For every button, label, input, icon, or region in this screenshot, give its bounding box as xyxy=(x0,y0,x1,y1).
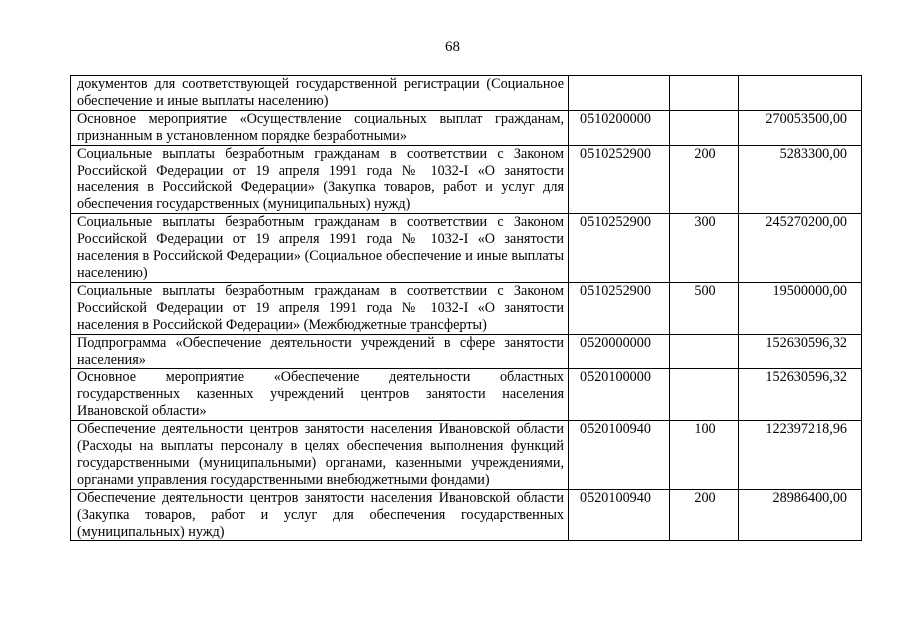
table-row xyxy=(71,110,862,145)
row-expense-type-cell xyxy=(670,76,739,111)
row-sum-cell: 122397218,96 xyxy=(739,421,862,490)
row-sum-cell: 270053500,00 xyxy=(739,110,862,145)
row-name-cell: Обеспечение деятельности центров занятости населения Ивановской области (Закупка товаров, работ и услуг для обеспечения государственных (муниципальных) нужд) xyxy=(71,489,569,541)
table-row xyxy=(71,369,862,421)
table-row xyxy=(71,334,862,369)
row-sum-cell: 5283300,00 xyxy=(739,145,862,214)
row-expense-type-cell xyxy=(670,369,739,421)
row-sum-cell xyxy=(739,76,862,111)
table-row xyxy=(71,214,862,283)
row-expense-type-cell: 100 xyxy=(670,421,739,490)
row-code-cell xyxy=(569,76,670,111)
row-expense-type-cell: 200 xyxy=(670,145,739,214)
row-name-cell: документов для соответствующей государственной регистрации (Социальное обеспечение и иные выплаты населению) xyxy=(71,76,569,111)
row-code-cell: 0520000000 xyxy=(569,334,670,369)
row-expense-type-cell xyxy=(670,334,739,369)
row-expense-type-cell: 200 xyxy=(670,489,739,541)
table-row xyxy=(71,145,862,214)
budget-table xyxy=(70,75,862,541)
table-row xyxy=(71,489,862,541)
row-code-cell: 0510252900 xyxy=(569,214,670,283)
row-name-cell: Социальные выплаты безработным гражданам в соответствии с Законом Российской Федерации от 19 апреля 1991 года № 1032-I «О занятости населения в Российской Федерации» (Социальное обеспечение и иные выплаты населению) xyxy=(71,214,569,283)
row-name-cell: Социальные выплаты безработным гражданам в соответствии с Законом Российской Федерации от 19 апреля 1991 года № 1032-I «О занятости населения в Российской Федерации» (Межбюджетные трансферты) xyxy=(71,282,569,334)
row-expense-type-cell xyxy=(670,110,739,145)
row-code-cell: 0520100940 xyxy=(569,421,670,490)
row-name-cell: Социальные выплаты безработным гражданам в соответствии с Законом Российской Федерации от 19 апреля 1991 года № 1032-I «О занятости населения в Российской Федерации» (Закупка товаров, работ и услуг для обеспечения государственных (муниципальных) нужд) xyxy=(71,145,569,214)
row-sum-cell: 19500000,00 xyxy=(739,282,862,334)
row-code-cell: 0520100940 xyxy=(569,489,670,541)
page-number: 68 xyxy=(445,39,460,55)
row-name-cell: Обеспечение деятельности центров занятости населения Ивановской области (Расходы на выплаты персоналу в целях обеспечения выполнения функций государственными (муниципальными) органами, казенными учреждениями, органами управления государственными внебюджетными фондами) xyxy=(71,421,569,490)
row-code-cell: 0510200000 xyxy=(569,110,670,145)
row-code-cell: 0510252900 xyxy=(569,282,670,334)
row-sum-cell: 28986400,00 xyxy=(739,489,862,541)
row-name-cell: Подпрограмма «Обеспечение деятельности учреждений в сфере занятости населения» xyxy=(71,334,569,369)
row-code-cell: 0510252900 xyxy=(569,145,670,214)
row-sum-cell: 152630596,32 xyxy=(739,334,862,369)
row-name-cell: Основное мероприятие «Осуществление социальных выплат гражданам, признанным в установленном порядке безработными» xyxy=(71,110,569,145)
table-row xyxy=(71,282,862,334)
row-code-cell: 0520100000 xyxy=(569,369,670,421)
row-sum-cell: 152630596,32 xyxy=(739,369,862,421)
table-row xyxy=(71,76,862,111)
row-name-cell: Основное мероприятие «Обеспечение деятельности областных государственных казенных учреждений центров занятости населения Ивановской области» xyxy=(71,369,569,421)
row-sum-cell: 245270200,00 xyxy=(739,214,862,283)
row-expense-type-cell: 500 xyxy=(670,282,739,334)
table-row xyxy=(71,421,862,490)
row-expense-type-cell: 300 xyxy=(670,214,739,283)
